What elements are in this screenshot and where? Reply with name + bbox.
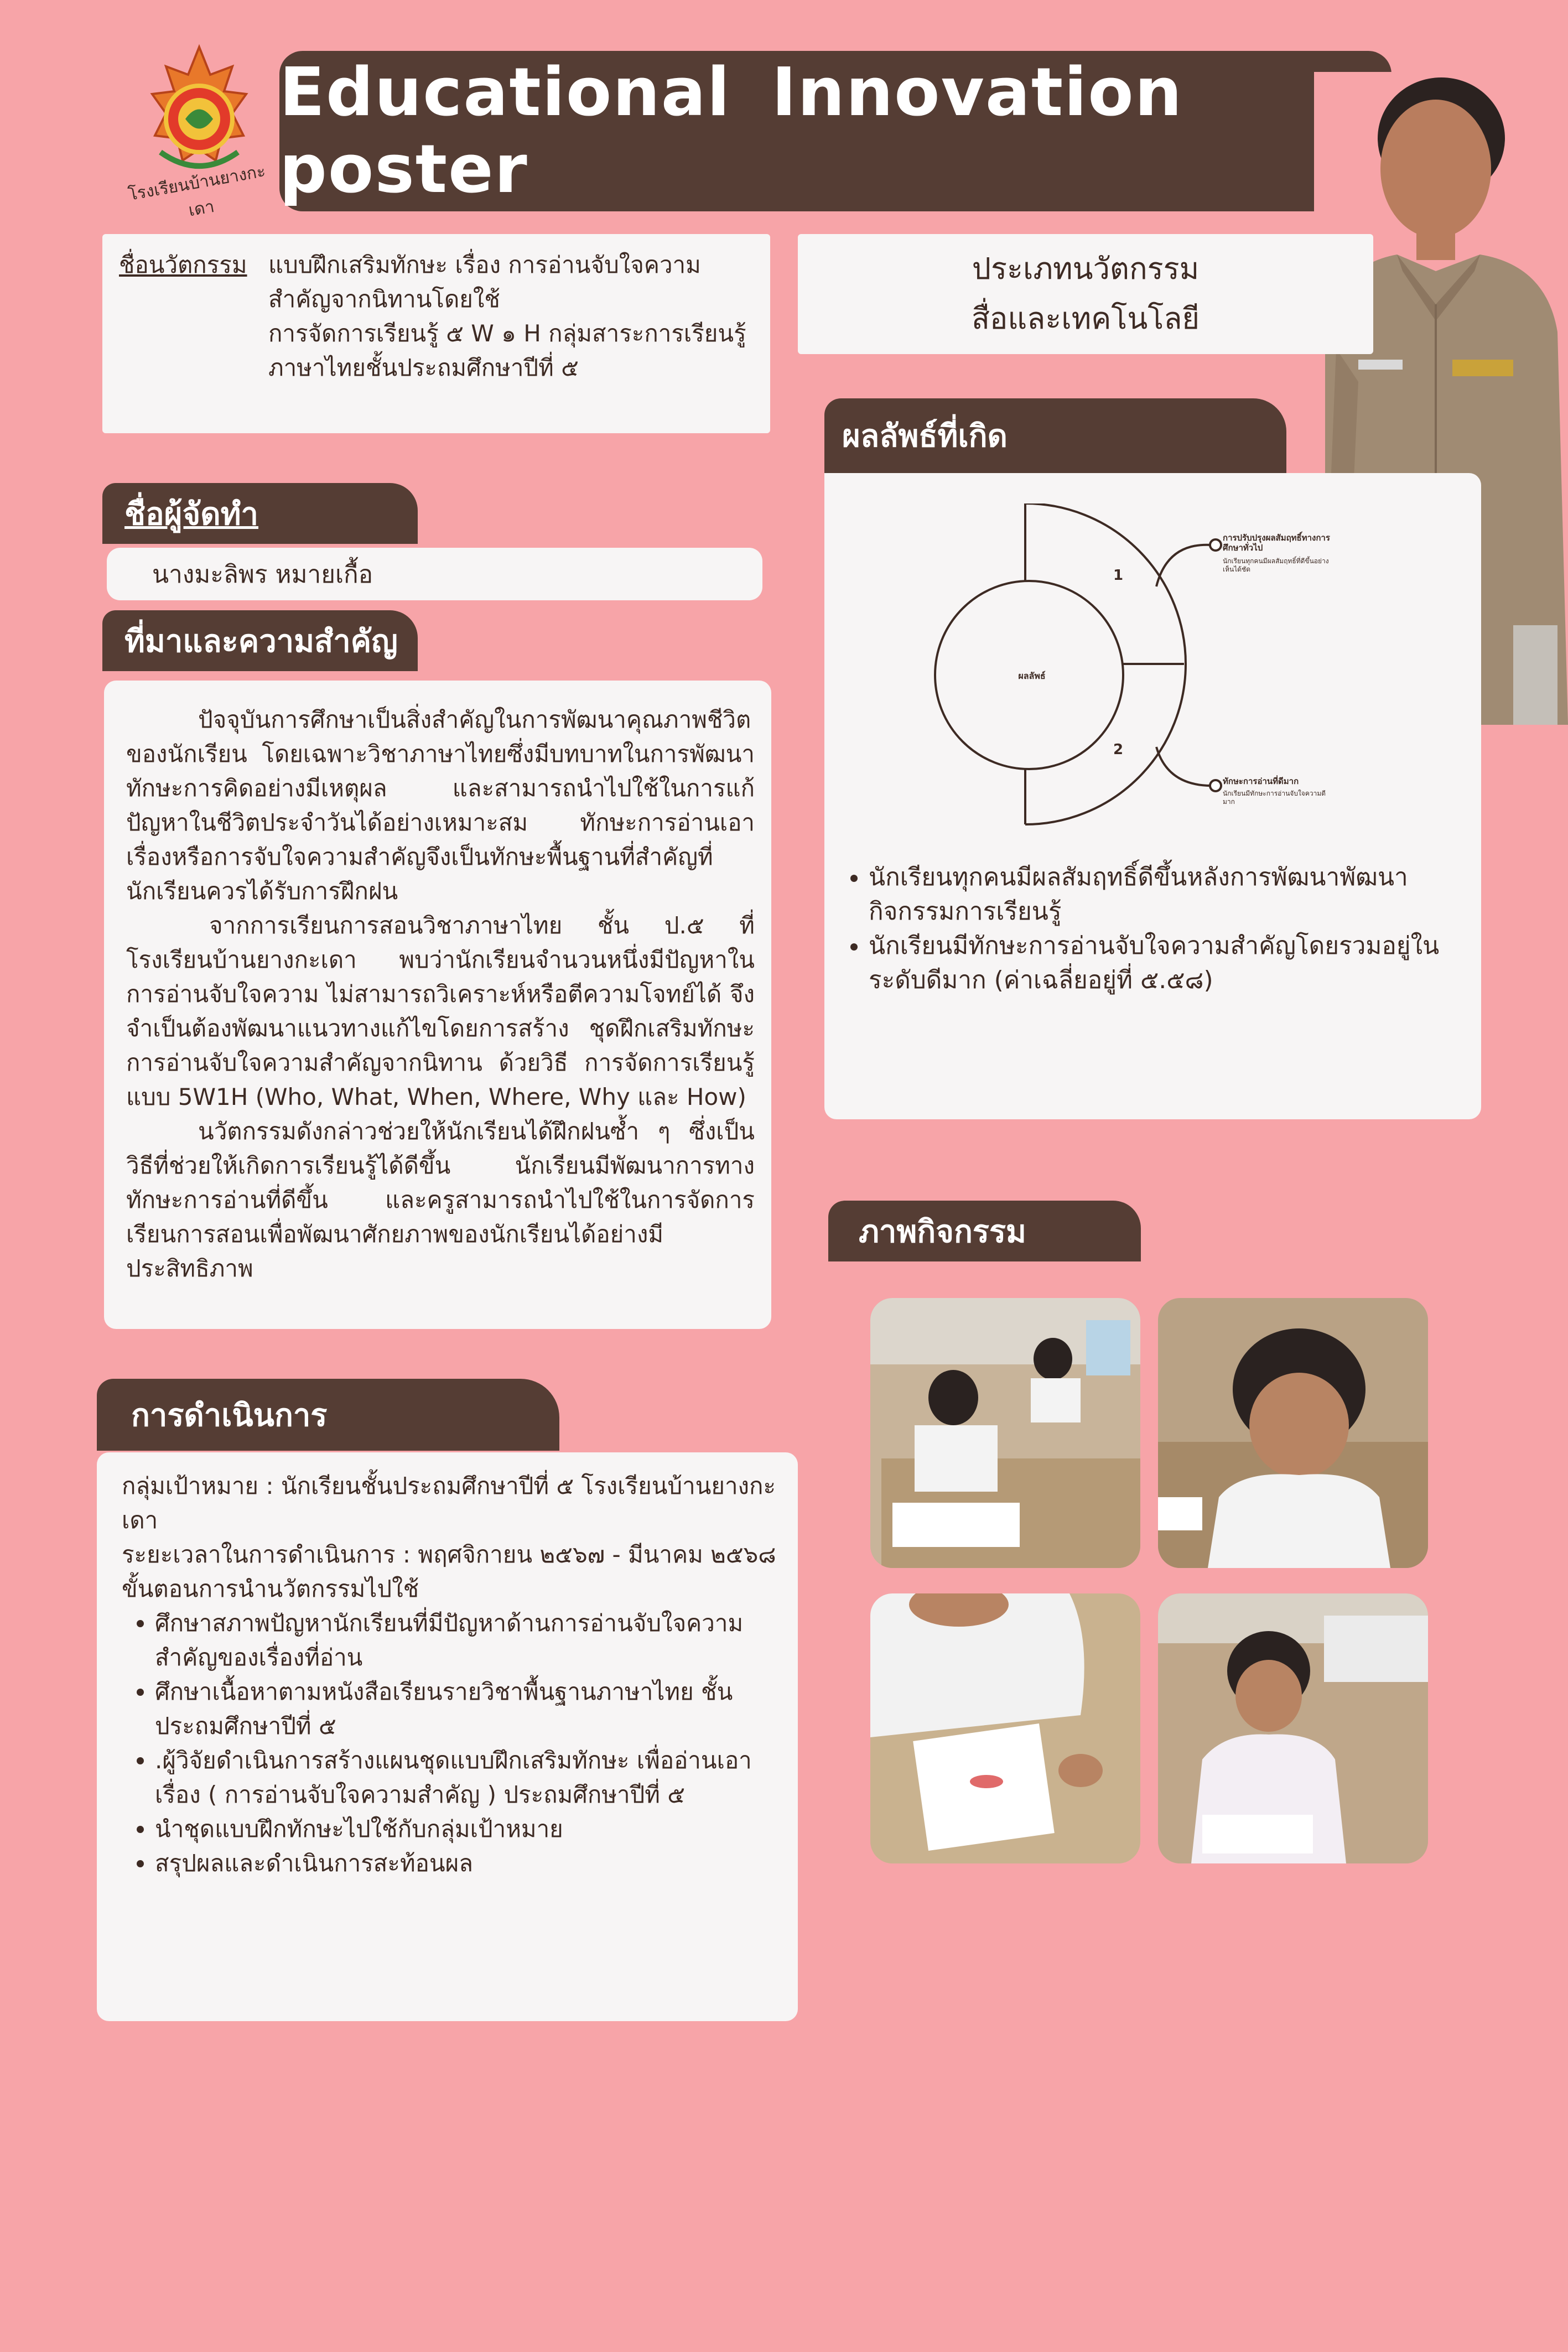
activity-photo <box>870 1593 1140 1863</box>
results-card <box>824 473 1481 1119</box>
author-name-card <box>107 548 762 600</box>
school-seal-logo <box>127 41 271 221</box>
innovation-name-card <box>102 234 770 433</box>
diagram-item-title: การปรับปรุงผลสัมฤทธิ์ทางการศึกษาทั่วไป <box>1223 533 1330 553</box>
background-card <box>104 681 771 1329</box>
diagram-item-title: ทักษะการอ่านที่ดีมาก <box>1223 776 1299 786</box>
list-item: • นักเรียนทุกคนมีผลสัมฤทธิ์ดีขึ้นหลังการพัฒนาพัฒนากิจกรรมการเรียนรู้ <box>869 860 1488 929</box>
diagram-item-1 <box>1223 533 1333 574</box>
operation-card <box>97 1452 798 2021</box>
author-name: นางมะลิพร หมายเกื้อ <box>152 560 373 589</box>
poster-title: Educational Innovation poster <box>279 54 1183 208</box>
innovation-name-line: การจัดการเรียนรู้ ๕ W ๑ H กลุ่มสาระการเรียนรู้ <box>268 320 746 347</box>
list-item: • ศึกษาสภาพปัญหานักเรียนที่มีปัญหาด้านการอ่านจับใจความสำคัญของเรื่องที่อ่าน <box>155 1606 758 1675</box>
title-banner <box>279 51 1392 211</box>
school-seal-caption: โรงเรียนบ้านยางกะเดา <box>127 161 267 221</box>
results-list <box>835 860 1488 998</box>
list-item: • สรุปผลและดำเนินการสะท้อนผล <box>155 1846 758 1881</box>
background-paragraph: นวัตกรรมดังกล่าวช่วยให้นักเรียนได้ฝึกฝนซ้ำ ๆ ซึ่งเป็นวิธีที่ช่วยให้เกิดการเรียนรู้ได้ดีขึ้น นักเรียนมีพัฒนาการทางทักษะการอ่านที่ดีขึ้น และครูสามารถนำไปใช้ในการจัดการเรียนการสอนเพื่อพัฒนาศักยภาพของนักเรียนได้อย่างมีประสิทธิภาพ <box>126 1118 755 1282</box>
diagram-item-desc: นักเรียนทุกคนมีผลสัมฤทธิ์ที่ดีขึ้นอย่างเห็นได้ชัด <box>1223 557 1329 573</box>
operation-steps-list <box>122 1606 758 1881</box>
innovation-name-label: ชื่อนวัตกรรม <box>119 251 247 278</box>
list-item: • .ผู้วิจัยดำเนินการสร้างแผนชุดแบบฝึกเสริมทักษะ เพื่ออ่านเอาเรื่อง ( การอ่านจับใจความสำคัญ ) ประถมศึกษาปีที่ ๕ <box>155 1743 758 1812</box>
innovation-name-line: แบบฝึกเสริมทักษะ เรื่อง การอ่านจับใจความ <box>268 251 701 278</box>
list-item: • นักเรียนมีทักษะการอ่านจับใจความสำคัญโดยรวมอยู่ในระดับดีมาก (ค่าเฉลี่ยอยู่ที่ ๕.๕๘) <box>869 929 1488 998</box>
operation-period: ระยะเวลาในการดำเนินการ : พฤศจิกายน ๒๕๖๗ - มีนาคม ๒๕๖๘ <box>122 1541 776 1568</box>
innovation-type-card <box>798 234 1373 354</box>
diagram-item-desc: นักเรียนมีทักษะการอ่านจับใจความดีมาก <box>1223 790 1326 806</box>
activity-photo <box>870 1298 1140 1568</box>
innovation-name-line: สำคัญจากนิทานโดยใช้ <box>268 285 500 313</box>
diagram-segment-number: 2 <box>1113 741 1124 758</box>
list-item: • ศึกษาเนื้อหาตามหนังสือเรียนรายวิชาพื้นฐานภาษาไทย ชั้นประถมศึกษาปีที่ ๕ <box>155 1675 758 1743</box>
author-heading: ชื่อผู้จัดทำ <box>102 483 418 544</box>
activity-photo <box>1158 1593 1428 1863</box>
operation-heading: การดำเนินการ <box>97 1379 559 1451</box>
results-heading: ผลลัพธ์ที่เกิด <box>824 398 1286 473</box>
diagram-center-label: ผลลัพธ์ <box>1018 671 1046 681</box>
operation-target: กลุ่มเป้าหมาย : นักเรียนชั้นประถมศึกษาปีที่ ๕ โรงเรียนบ้านยางกะเดา <box>122 1472 776 1534</box>
diagram-segment-number: 1 <box>1113 567 1124 584</box>
activity-photo <box>1158 1298 1428 1568</box>
list-item: • นำชุดแบบฝึกทักษะไปใช้กับกลุ่มเป้าหมาย <box>155 1812 758 1846</box>
innovation-type-value: สื่อและเทคโนโลยี <box>971 301 1200 336</box>
background-heading: ที่มาและความสำคัญ <box>102 610 418 671</box>
background-paragraph: ปัจจุบันการศึกษาเป็นสิ่งสำคัญในการพัฒนาคุณภาพชีวิตของนักเรียน โดยเฉพาะวิชาภาษาไทยซึ่งมีบทบาทในการพัฒนาทักษะการคิดอย่างมีเหตุผล และสามารถนำไปใช้ในการแก้ปัญหาในชีวิตประจำวันได้อย่างเหมาะสม ทักษะการอ่านเอาเรื่องหรือการจับใจความสำคัญจึงเป็นทักษะพื้นฐานที่สำคัญที่นักเรียนควรได้รับการฝึกฝน <box>126 706 755 905</box>
operation-steps-heading: ขั้นตอนการนำนวัตกรรมไปใช้ <box>122 1575 419 1602</box>
background-paragraph: จากการเรียนการสอนวิชาภาษาไทย ชั้น ป.๕ ที่โรงเรียนบ้านยางกะเดา พบว่านักเรียนจำนวนหนึ่งมีปัญหาในการอ่านจับใจความ ไม่สามารถวิเคราะห์หรือตีความโจทย์ได้ จึงจำเป็นต้องพัฒนาแนวทางแก้ไขโดยการสร้าง ชุดฝึกเสริมทักษะการอ่านจับใจความสำคัญจากนิทาน ด้วยวิธี การจัดการเรียนรู้แบบ 5W1H (Who, What, When, Where, Why และ How) <box>126 912 755 1110</box>
activities-heading: ภาพกิจกรรม <box>828 1201 1141 1261</box>
innovation-name-line: ภาษาไทยชั้นประถมศึกษาปีที่ ๕ <box>268 354 579 381</box>
diagram-item-2 <box>1223 776 1333 806</box>
innovation-type-label: ประเภทนวัตกรรม <box>972 251 1200 286</box>
